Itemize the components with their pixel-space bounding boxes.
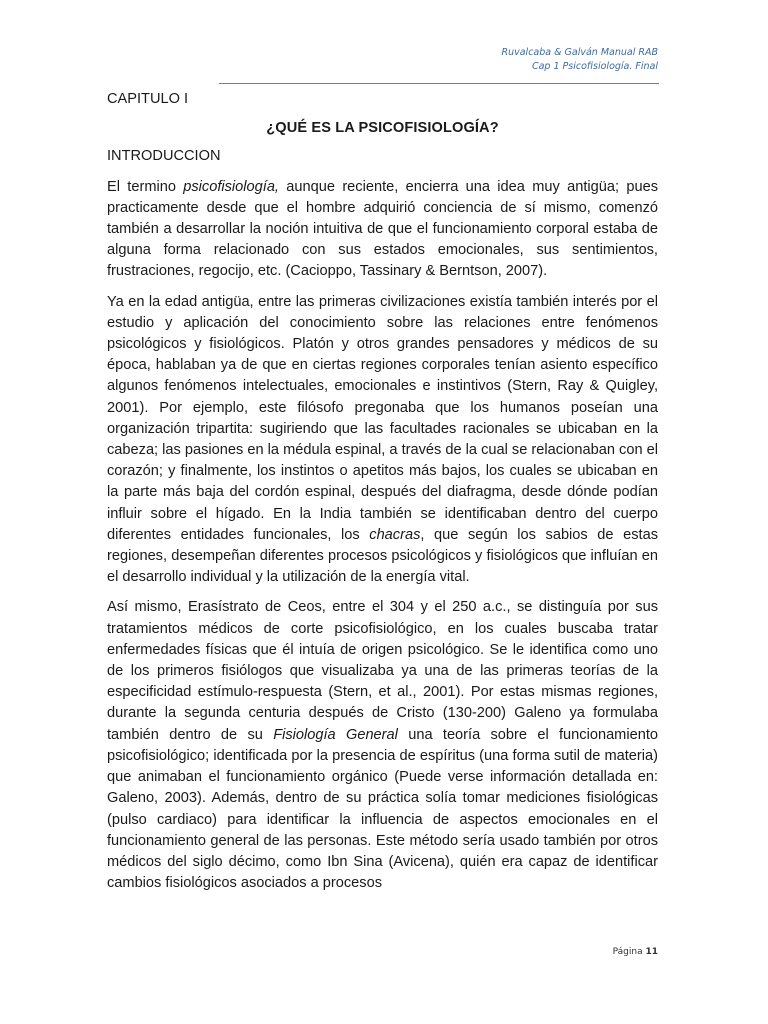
header-rule — [219, 83, 659, 84]
running-header — [501, 46, 658, 74]
italic-term: chacras — [369, 526, 421, 543]
paragraph-2 — [107, 292, 658, 589]
text-run: El termino — [107, 178, 184, 195]
text-run: aunque reciente, encierra una idea muy antigüa; pues practicamente desde que el hombre adquirió conciencia de sí mismo, comenzó también a desarrollar la noción intuitiva de que el funcionamiento corporal estaba de alguna forma relacionado con sus estados emocionales, sus sentimientos, frustraciones, regocijo, etc. (Cacioppo, Tassinary & Berntson, 2007). — [107, 178, 658, 280]
section-heading: INTRODUCCION — [107, 148, 221, 165]
italic-term: psicofisiología, — [183, 178, 279, 195]
text-run: Así mismo, Erasístrato de Ceos, entre el 304 y el 250 a.c., se distinguía por sus tratamientos médicos de corte psicofisiológico, en los cuales buscaba tratar enfermedades físicas que él intuía de origen psicológico. Se le identifica como uno de los primeros fisiólogos que visualizaba ya una de las primeras teorías de la especificidad estímulo-respuesta (Stern, et al., 2001). Por estas mismas regiones, durante la segunda centuria después de Cristo (130-200) Galeno ya formulaba también dentro de su — [107, 599, 658, 743]
page-footer — [613, 947, 658, 957]
page-label: Página — [612, 947, 646, 957]
header-chapter: Cap 1 Psicofisiología. Final — [531, 61, 658, 72]
page-number: 11 — [645, 947, 658, 957]
text-run: Ya en la edad antigüa, entre las primeras civilizaciones existía también interés por el estudio y aplicación del conocimiento sobre las relaciones entre fenómenos psicológicos y fisiológicos. Platón y otros grandes pensadores y médicos de su época, hablaban ya de que en ciertas regiones corporales tenían asiento específico algunos fenómenos intelectuales, emocionales e instintivos (Stern, Ray & Quigley, 2001). Por ejemplo, este filósofo pregonaba que los humanos poseían una organización tripartita: sugiriendo que las facultades racionales se ubicaban en la cabeza; las pasiones en la médula espinal, a través de la cual se relacionaban con el corazón; y finalmente, los instintos o apetitos más bajos, los cuales se ubicaban en la parte más baja del cordón espinal, después del diafragma, desde dónde podían influir sobre el hígado. En la India también se identificaban dentro del cuerpo diferentes entidades funcionales, los — [107, 293, 658, 543]
chapter-label: CAPITULO I — [107, 91, 189, 107]
text-run: una teoría sobre el funcionamiento psicofisiológico; identificada por la presencia de espíritus (una forma sutil de materia) que animaban el funcionamiento orgánico (Puede verse información detallada en: Galeno, 2003). Además, dentro de su práctica solía tomar mediciones fisiológicas (pulso cardiaco) para identificar la influencia de aspectos emocionales en el funcionamiento general de las personas. Este método sería usado también por otros médicos del siglo décimo, como Ibn Sina (Avicena), quién era capaz de identificar cambios fisiológicos asociados a procesos — [107, 726, 658, 892]
text-run: , que según los sabios de estas regiones, desempeñan diferentes procesos psicológicos y fisiológicos que influían en el desarrollo individual y la utilización de la energía vital. — [107, 526, 658, 586]
chapter-title: ¿QUÉ ES LA PSICOFISIOLOGÍA? — [266, 120, 499, 137]
paragraph-1 — [107, 177, 658, 283]
document-body — [107, 89, 658, 903]
paragraph-3 — [107, 597, 658, 894]
header-authors: Ruvalcaba & Galván Manual RAB — [501, 47, 658, 58]
italic-term: Fisiología General — [273, 726, 398, 743]
